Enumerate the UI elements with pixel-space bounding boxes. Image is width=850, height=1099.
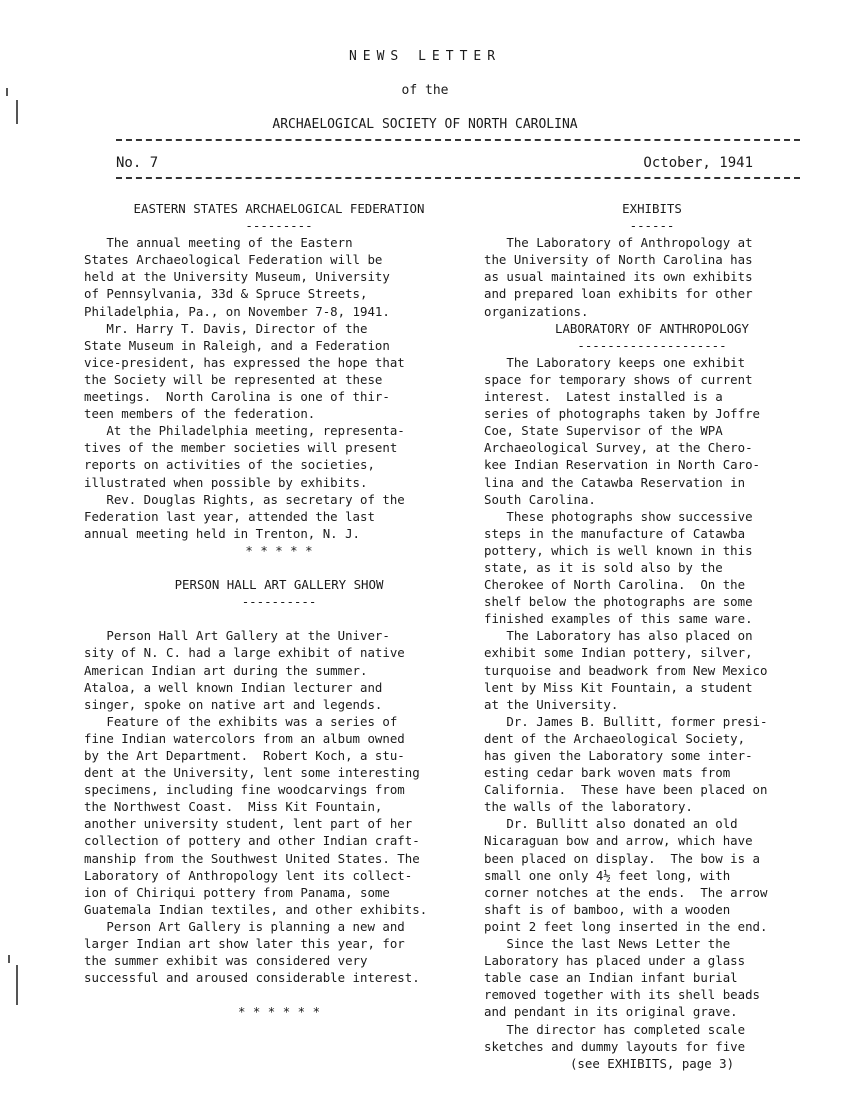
right-column-line-32: has given the Laboratory some inter- — [484, 748, 753, 763]
right-column-line-31: dent of the Archaeological Society, — [484, 730, 746, 746]
right-column-line-2: The Laboratory of Anthropology at — [484, 235, 753, 251]
left-column-line-14: tives of the member societies will present — [84, 440, 398, 456]
left-column-line-5: of Pennsylvania, 33d & Spruce Streets, — [84, 286, 368, 302]
right-column-line-50: (see EXHIBITS, page 3) — [569, 1055, 735, 1071]
left-column-line-34: specimens, including fine woodcarvings from — [84, 782, 405, 798]
right-column-line-27: turquoise and beadwork from New Mexico — [484, 662, 768, 678]
issue-date: October, 1941 — [643, 155, 753, 171]
left-column-line-47: * * * * * * — [237, 1004, 321, 1020]
newsletter-title: NEWS LETTER — [348, 49, 502, 64]
right-column-line-24: finished examples of this same ware. — [484, 611, 753, 627]
right-column-line-25: The Laboratory has also placed on — [484, 628, 753, 644]
right-column-line-17: South Carolina. — [484, 491, 596, 507]
binder-mark-top — [6, 88, 8, 96]
left-column-line-30: Feature of the exhibits was a series of — [84, 713, 398, 729]
binder-mark-bottom-2 — [16, 965, 18, 1005]
left-column-line-27: American Indian art during the summer. — [84, 662, 368, 678]
left-column-line-41: Guatemala Indian textiles, and other exhibits. — [84, 901, 428, 917]
right-column-line-43: Since the last News Letter the — [484, 936, 731, 952]
right-column-line-38: been placed on display. The bow is a — [484, 850, 761, 866]
right-column-line-35: the walls of the laboratory. — [484, 799, 693, 815]
right-column-line-5: and prepared loan exhibits for other — [484, 286, 753, 302]
left-column-line-38: manship from the Southwest United States. The — [84, 850, 420, 866]
left-column-line-40: ion of Chiriqui pottery from Panama, some — [84, 884, 390, 900]
right-column-line-8: -------------------- — [577, 337, 727, 353]
left-column-line-11: meetings. North Carolina is one of thir- — [84, 389, 390, 405]
society-name: ARCHAELOGICAL SOCIETY OF NORTH CAROLINA — [272, 117, 578, 132]
right-column-line-14: Archaeological Survey, at the Chero- — [484, 440, 753, 456]
header-dashed-rule-top — [116, 139, 800, 141]
left-column-line-29: singer, spoke on native art and legends. — [84, 696, 383, 712]
right-column-line-28: lent by Miss Kit Fountain, a student — [484, 679, 753, 695]
left-column-line-37: collection of pottery and other Indian craft- — [84, 833, 420, 849]
left-column-line-28: Ataloa, a well known Indian lecturer and — [84, 679, 383, 695]
issue-number: No. 7 — [116, 155, 159, 171]
right-column-line-36: Dr. Bullitt also donated an old — [484, 816, 738, 832]
left-column-line-16: illustrated when possible by exhibits. — [84, 474, 368, 490]
left-column-line-8: State Museum in Raleigh, and a Federation — [84, 337, 390, 353]
right-column-line-11: interest. Latest installed is a — [484, 389, 723, 405]
right-column-line-12: series of photographs taken by Joffre — [484, 406, 761, 422]
left-column-line-25: Person Hall Art Gallery at the Univer- — [84, 628, 390, 644]
binder-mark-top-2 — [16, 100, 18, 124]
header-dashed-rule-bottom — [116, 177, 800, 179]
left-column-line-36: another university student, lent part of her — [84, 816, 413, 832]
left-column-line-7: Mr. Harry T. Davis, Director of the — [84, 320, 368, 336]
right-column-line-26: exhibit some Indian pottery, silver, — [484, 645, 753, 661]
right-column-line-29: at the University. — [484, 696, 619, 712]
right-column-line-44: Laboratory has placed under a glass — [484, 953, 746, 969]
left-column-line-31: fine Indian watercolors from an album owned — [84, 730, 405, 746]
left-column-line-12: teen members of the federation. — [84, 406, 316, 422]
left-column-line-42: Person Art Gallery is planning a new and — [84, 918, 405, 934]
left-column-line-18: Federation last year, attended the last — [84, 508, 375, 524]
left-column-line-13: At the Philadelphia meeting, representa- — [84, 423, 405, 439]
binder-mark-bottom — [8, 955, 10, 963]
right-column-line-19: steps in the manufacture of Catawba — [484, 525, 746, 541]
right-column-line-18: These photographs show successive — [484, 508, 753, 524]
right-column-line-46: removed together with its shell beads — [484, 987, 761, 1003]
newsletter-subtitle-of: of the — [401, 83, 449, 98]
left-column-line-4: held at the University Museum, University — [84, 269, 390, 285]
left-column-line-9: vice-president, has expressed the hope that — [84, 354, 405, 370]
right-column-line-20: pottery, which is well known in this — [484, 542, 753, 558]
right-column-line-22: Cherokee of North Carolina. On the — [484, 577, 746, 593]
right-column-line-13: Coe, State Supervisor of the WPA — [484, 423, 723, 439]
left-column-line-20: * * * * * — [245, 542, 313, 558]
right-column-line-48: The director has completed scale — [484, 1021, 746, 1037]
right-column-line-37: Nicaraguan bow and arrow, which have — [484, 833, 753, 849]
left-column-line-21 — [84, 559, 474, 576]
left-column-line-19: annual meeting held in Trenton, N. J. — [84, 525, 361, 541]
right-column-line-23: shelf below the photographs are some — [484, 594, 753, 610]
left-column-line-43: larger Indian art show later this year, for — [84, 936, 405, 952]
left-column-line-1: --------- — [245, 218, 313, 234]
right-column-line-16: lina and the Catawba Reservation in — [484, 474, 746, 490]
left-column-line-0: EASTERN STATES ARCHAELOGICAL FEDERATION — [133, 201, 425, 216]
right-column-line-42: point 2 feet long inserted in the end. — [484, 918, 768, 934]
left-column-line-39: Laboratory of Anthropology lent its collect- — [84, 867, 413, 883]
left-column-line-35: the Northwest Coast. Miss Kit Fountain, — [84, 799, 383, 815]
left-column-line-22: PERSON HALL ART GALLERY SHOW — [174, 577, 384, 593]
right-column-line-10: space for temporary shows of current — [484, 371, 753, 387]
left-column-line-24 — [84, 610, 474, 627]
right-column-line-1: ------ — [629, 218, 675, 234]
left-column-line-10: the Society will be represented at these — [84, 371, 383, 387]
right-column — [484, 200, 820, 1072]
left-column-line-2: The annual meeting of the Eastern — [84, 235, 353, 251]
right-column-line-3: the University of North Carolina has — [484, 252, 753, 268]
right-column-line-41: shaft is of bamboo, with a wooden — [484, 901, 731, 917]
right-column-line-15: kee Indian Reservation in North Caro- — [484, 457, 761, 473]
right-column-line-34: California. These have been placed on — [484, 782, 768, 798]
right-column-line-7: LABORATORY OF ANTHROPOLOGY — [555, 320, 749, 336]
left-column-line-23: ---------- — [241, 594, 317, 610]
right-column-line-49: sketches and dummy layouts for five — [484, 1038, 746, 1054]
right-column-line-21: state, as it is sold also by the — [484, 559, 723, 575]
right-column-line-4: as usual maintained its own exhibits — [484, 269, 753, 285]
right-column-line-47: and pendant in its original grave. — [484, 1004, 738, 1020]
right-column-line-45: table case an Indian infant burial — [484, 970, 738, 986]
left-column-line-32: by the Art Department. Robert Koch, a stu- — [84, 748, 405, 763]
right-column-line-39: small one only 4½ feet long, with — [484, 867, 731, 883]
left-column-line-33: dent at the University, lent some interesting — [84, 765, 420, 781]
left-column-line-44: the summer exhibit was considered very — [84, 953, 368, 969]
left-column-line-46 — [84, 986, 474, 1003]
right-column-line-9: The Laboratory keeps one exhibit — [484, 354, 746, 370]
left-column-line-45: successful and aroused considerable interest. — [84, 970, 420, 986]
right-column-line-33: esting cedar bark woven mats from — [484, 765, 731, 781]
left-column-line-15: reports on activities of the societies, — [84, 457, 375, 473]
left-column-line-26: sity of N. C. had a large exhibit of native — [84, 645, 405, 661]
left-column-line-17: Rev. Douglas Rights, as secretary of the — [84, 491, 405, 507]
right-column-line-0: EXHIBITS — [622, 201, 682, 216]
right-column-line-30: Dr. James B. Bullitt, former presi- — [484, 713, 768, 729]
right-column-line-6: organizations. — [484, 303, 589, 319]
left-column-line-6: Philadelphia, Pa., on November 7-8, 1941. — [84, 303, 390, 319]
left-column-line-3: States Archaeological Federation will be — [84, 252, 383, 268]
left-column — [84, 200, 474, 1021]
right-column-line-40: corner notches at the ends. The arrow — [484, 884, 768, 900]
